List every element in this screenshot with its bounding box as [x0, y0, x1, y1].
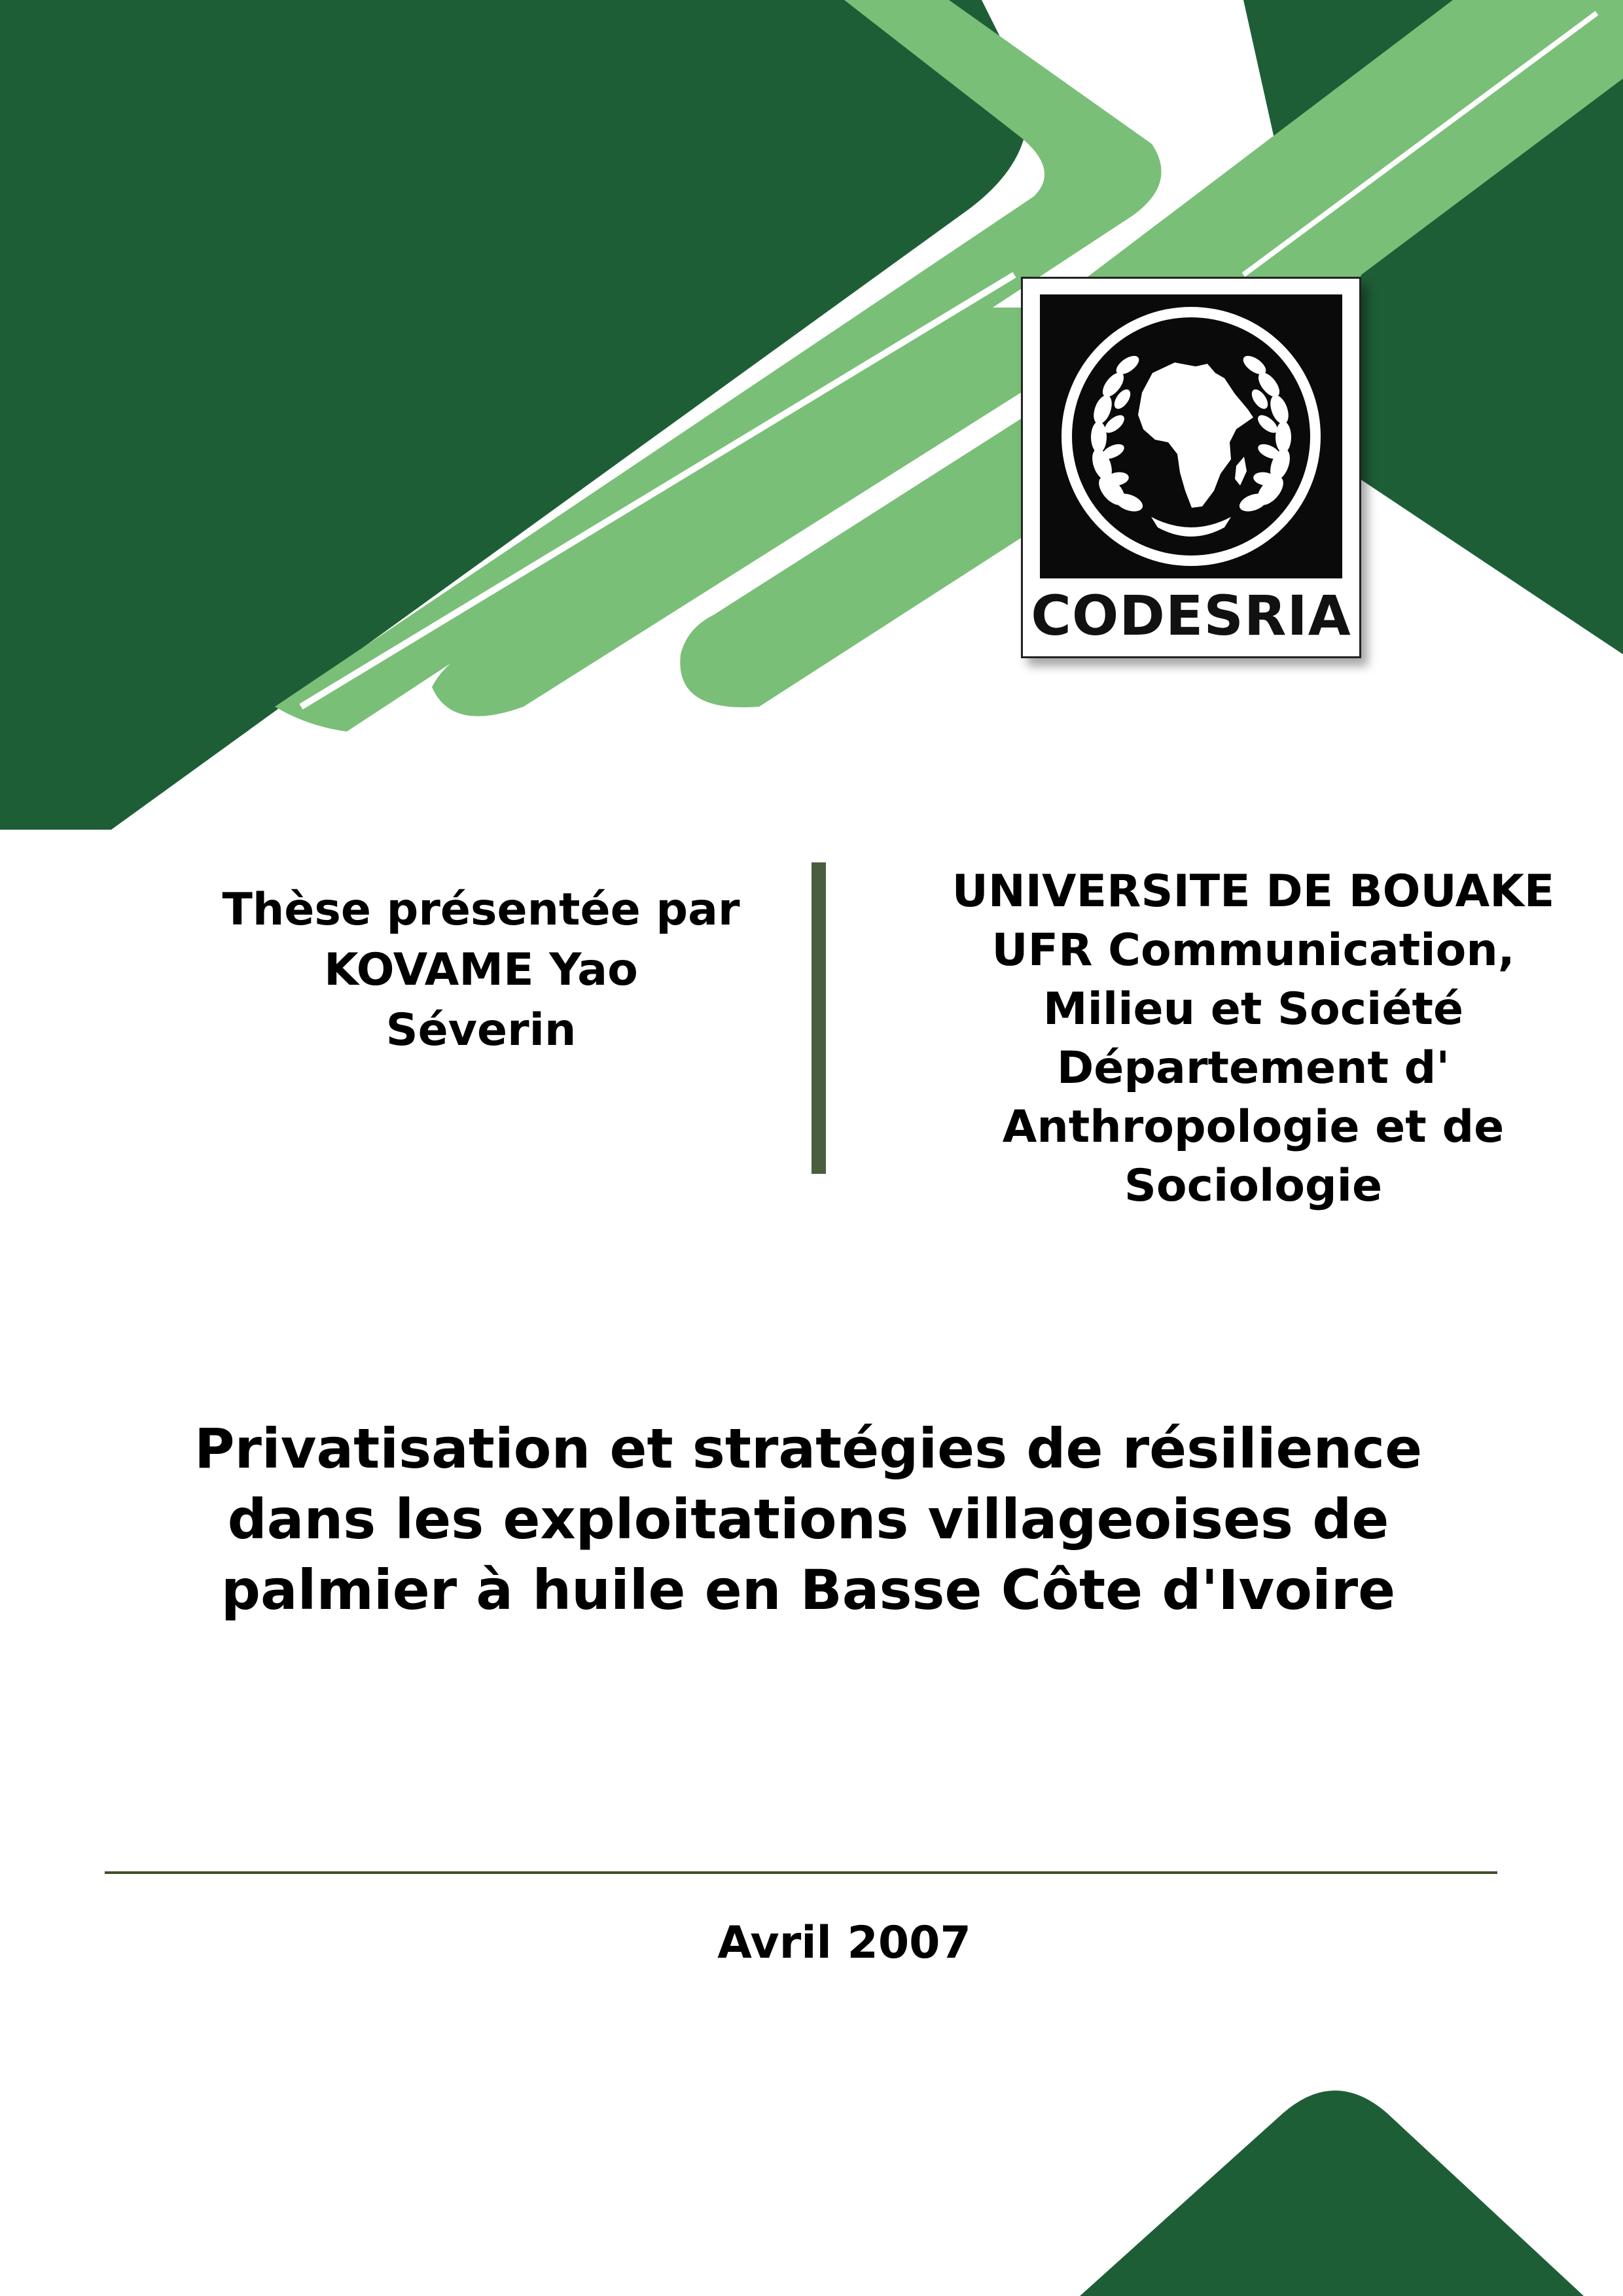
logo-emblem-panel — [1040, 294, 1342, 578]
author-block — [157, 880, 805, 1061]
author-name-cont: Séverin — [385, 1004, 577, 1056]
faculty-line: UFR Communication, — [991, 925, 1515, 976]
publication-date: Avril 2007 — [717, 1917, 971, 1969]
department-line-cont: Anthropologie et de — [1002, 1101, 1505, 1153]
title-line: palmier à huile en Basse Côte d'Ivoire — [221, 1558, 1396, 1622]
thesis-title — [157, 1413, 1459, 1625]
vertical-divider — [812, 862, 826, 1174]
horizontal-rule — [105, 1871, 1497, 1874]
bottom-green-triangle — [1080, 2091, 1584, 2296]
title-line: dans les exploitations villageoises de — [227, 1487, 1389, 1551]
faculty-line-cont: Milieu et Société — [1043, 983, 1464, 1035]
department-line: Département d' — [1056, 1042, 1450, 1094]
codesria-logo — [1021, 277, 1361, 658]
university-name: UNIVERSITE DE BOUAKE — [952, 866, 1555, 917]
logo-name: CODESRIA — [1031, 584, 1351, 648]
author-name: KOVAME Yao — [324, 944, 638, 996]
author-line: Thèse présentée par — [222, 884, 740, 936]
department-line-end: Sociologie — [1124, 1160, 1383, 1212]
title-line: Privatisation et stratégies de résilience — [194, 1417, 1423, 1481]
institution-block — [870, 862, 1623, 1216]
africa-laurel-icon — [1040, 294, 1342, 578]
